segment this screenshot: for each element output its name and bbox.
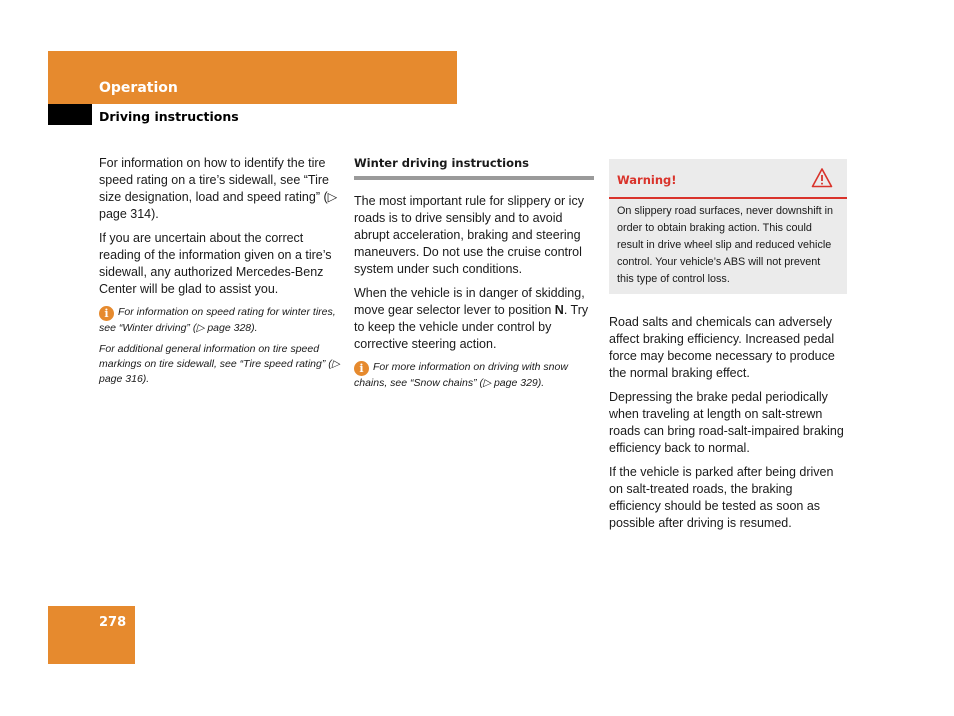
info-note (99, 305, 341, 336)
info-icon: i (354, 361, 369, 376)
warning-box (609, 159, 847, 294)
paragraph: The most important rule for slippery or icy roads is to drive sensibly and to avoid abrupt acceleration, braking and steering maneuvers. Do not use the cruise control system under such conditions. (354, 194, 584, 276)
subsection-title: Driving instructions (99, 109, 239, 124)
warning-triangle-icon (811, 167, 833, 189)
paragraph: If you are uncertain about the correct reading of the information given on a tire’s sidewall, any authorized Mercedes-Benz Center will be glad to assist you. (99, 231, 332, 296)
section-title: Operation (99, 80, 178, 96)
info-icon: i (99, 306, 114, 321)
header-band (48, 51, 457, 104)
winter-driving-heading: Winter driving instructions (354, 155, 594, 180)
column-right (609, 159, 847, 539)
info-note-continued: For additional general information on tire speed markings on tire sidewall, see “Tire speed rating” (▷ page 316). (99, 343, 340, 385)
info-note (354, 360, 594, 391)
paragraph: Road salts and chemicals can adversely affect braking efficiency. Increased pedal force may become necessary to produce the normal braking effect. (609, 315, 835, 380)
column-middle (354, 155, 594, 397)
paragraph: If the vehicle is parked after being driven on salt-treated roads, the braking efficiency should be tested as soon as possible after driving is resumed. (609, 465, 834, 530)
warning-header (609, 159, 847, 199)
paragraph-text: When the vehicle is in danger of skidding, move gear selector lever to position (354, 286, 585, 317)
paragraph-text: . Try to keep the vehicle under control by corrective steering action. (354, 303, 589, 351)
paragraph: Depressing the brake pedal periodically when traveling at length on salt-strewn roads can bring road-salt-impaired braking efficiency back to normal. (609, 390, 844, 455)
warning-text: On slippery road surfaces, never downshift in order to obtain braking action. This could result in drive wheel slip and reduced vehicle control. Your vehicle’s ABS will not prevent this type of control loss. (617, 205, 834, 285)
page-number: 278 (99, 615, 127, 630)
note-text: For information on speed rating for winter tires, see “Winter driving” (▷ page 328). (99, 306, 336, 334)
paragraph (354, 285, 594, 353)
column-left (99, 155, 341, 393)
warning-title: Warning! (617, 173, 677, 187)
section-marker (48, 104, 92, 125)
note-text: For more information on driving with snow chains, see “Snow chains” (▷ page 329). (354, 361, 568, 389)
paragraph: For information on how to identify the tire speed rating on a tire’s sidewall, see “Tire size designation, load and speed rating” (▷ page 314). (99, 156, 338, 221)
gear-position: N (554, 303, 564, 317)
